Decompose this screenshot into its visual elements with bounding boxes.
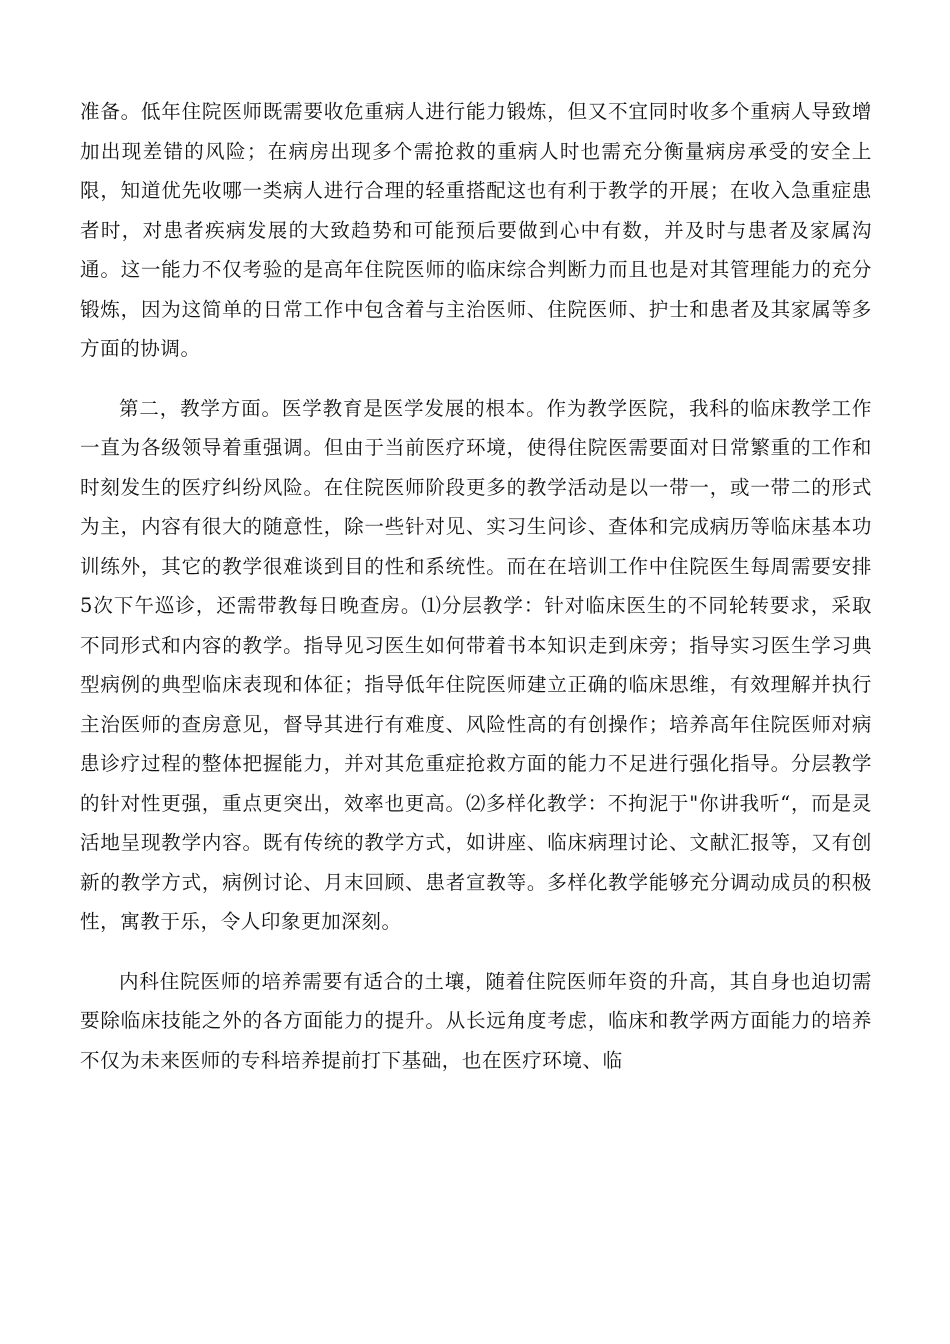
paragraph-resident-capability: 准备。低年住院医师既需要收危重病人进行能力锻炼，但又不宜同时收多个重病人导致增加出现差错的风险；在病房出现多个需抢救的重病人时也需充分衡量病房承受的安全上限，知道优先收哪一类病人进行合理的轻重搭配这也有利于教学的开展；在收入急重症患者时，对患者疾病发展的大致趋势和可能预后要做到心中有数，并及时与患者及家属沟通。这一能力不仅考验的是高年住院医师的临床综合判断力而且也是对其管理能力的充分锻炼，因为这简单的日常工作中包含着与主治医师、住院医师、护士和患者及其家属等多方面的协调。 [80, 100, 872, 360]
document-body [80, 92, 872, 1100]
paragraph-training-environment: 内科住院医师的培养需要有适合的土壤，随着住院医师年资的升高，其自身也迫切需要除临床技能之外的各方面能力的提升。从长远角度考虑，临床和教学两方面能力的培养不仅为未来医师的专科培养提前打下基础，也在医疗环境、临 [80, 969, 872, 1072]
paragraph-teaching: 第二，教学方面。医学教育是医学发展的根本。作为教学医院，我科的临床教学工作一直为各级领导着重强调。但由于当前医疗环境，使得住院医需要面对日常繁重的工作和时刻发生的医疗纠纷风险。在住院医师阶段更多的教学活动是以一带一，或一带二的形式为主，内容有很大的随意性，除一些针对见、实习生问诊、查体和完成病历等临床基本功训练外，其它的教学很难谈到目的性和系统性。而在在培训工作中住院医生每周需要安排5次下午巡诊，还需带教每日晚查房。⑴分层教学：针对临床医生的不同轮转要求，采取不同形式和内容的教学。指导见习医生如何带着书本知识走到床旁；指导实习医生学习典型病例的典型临床表现和体征；指导低年住院医师建立正确的临床思维，有效理解并执行主治医师的查房意见，督导其进行有难度、风险性高的有创操作；培养高年住院医师对病患诊疗过程的整体把握能力，并对其危重症抢救方面的能力不足进行强化指导。分层教学的针对性更强，重点更突出，效率也更高。⑵多样化教学：不拘泥于"你讲我听“，而是灵活地呈现教学内容。既有传统的教学方式，如讲座、临床病理讨论、文献汇报等，又有创新的教学方式，病例讨论、月末回顾、患者宣教等。多样化教学能够充分调动成员的积极性，寓教于乐，令人印象更加深刻。 [80, 396, 872, 933]
